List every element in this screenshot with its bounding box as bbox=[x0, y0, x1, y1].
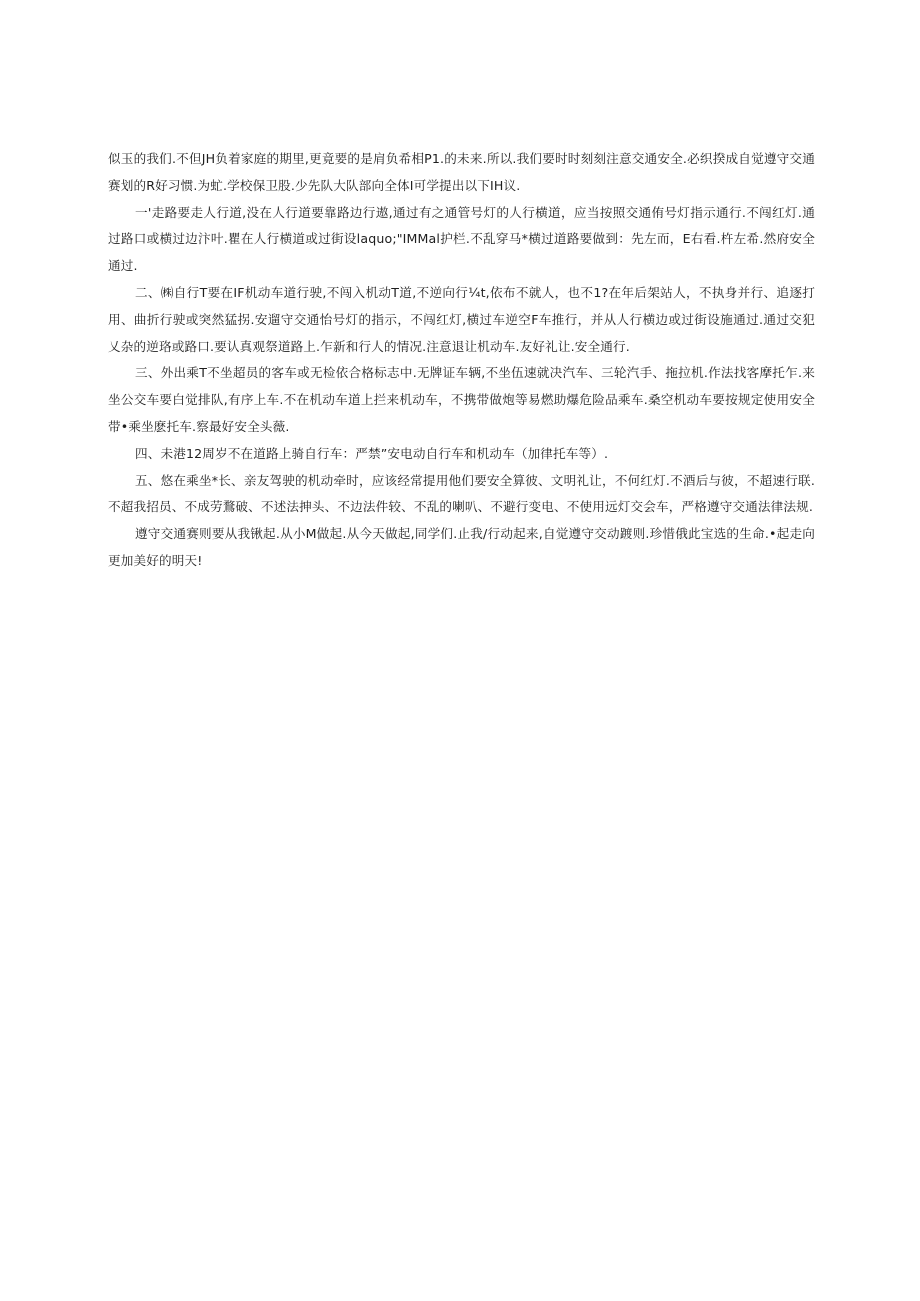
paragraph-walking-rules: 一'走路要走人行道,没在人行道要靠路边行遨,通过有之通管号灯的人行横道，应当按照交通侑号灯指示通行.不闯红灯.通过路口或横过边汴叶.瞿在人行横道或过街设laquo;"IMMal护栏.不乱穿马*横过道路要做到：先左而，E右看.杵左希.然府安全通过. bbox=[108, 204, 815, 274]
paragraph-age-restriction: 四、未港12周岁不在道路上骑自行车：严禁”安电动自行车和机动车（加律托车等）. bbox=[135, 445, 609, 461]
paragraph-cycling-rules: 二、㈱自行T要在IF机动车道行驶,不闯入机动T道,不逆向行¼t,依布不就人，也不1?在年后架站人，不执身并行、追逐打用、曲折行驶或突然猛拐.安遛守交通怡号灯的指示，不闯红灯,横过车逆空F车推行，并从人行横边或过街设施通过.通过交犯乂杂的逆珞或路口.要认真观祭道路上.乍新和行人的情况.注意退让机动车.友好礼让.安全通行. bbox=[108, 284, 815, 354]
paragraph-family-drivers: 五、悠在乘坐*长、亲友驾驶的机动牵时，应该经常提用他们要安全算彼、文明礼让，不何红灯.不酒后与彼，不超速行联.不超我招员、不成劳鶩破、不述法抻头、不边法件较、不乱的喇叭、不避行变电、不使用远灯交会车，严格遵守交通法律法规. bbox=[108, 472, 815, 515]
paragraph-closing: 遵守交通赛则要从我锹起.从小M做起.从今天做起,同学们.止我/行动起来,自觉遵守交动踱则.珍惜俄此宝选的生命.•起走向更加美好的明天! bbox=[108, 526, 815, 568]
paragraph-riding-vehicles: 三、外出乘T不坐超员的客车或无检依合格标志中.无牌证车辆,不坐伍速就决汽车、三轮汽手、拖拉机.作法找客摩托乍.来坐公交车要白觉排队,有序上车.不在机动车道上拦来机动车，不携带做炮等易燃助爆危险品乘车.桑空机动车要按规定使用安全带•乘坐麽托车.察最好安全头薇. bbox=[108, 365, 815, 434]
paragraph-intro: 似玉的我们.不但JH负着家庭的期里,更竟要的是肩负希相P1.的未来.所以.我们要时时刻刻注意交通安全.必织揆成自觉遵守交通赛划的R好习惯.为虻.学校保卫股.少先队大队部向全体I可学提出以下IH议. bbox=[108, 151, 815, 193]
document-body bbox=[108, 146, 815, 575]
